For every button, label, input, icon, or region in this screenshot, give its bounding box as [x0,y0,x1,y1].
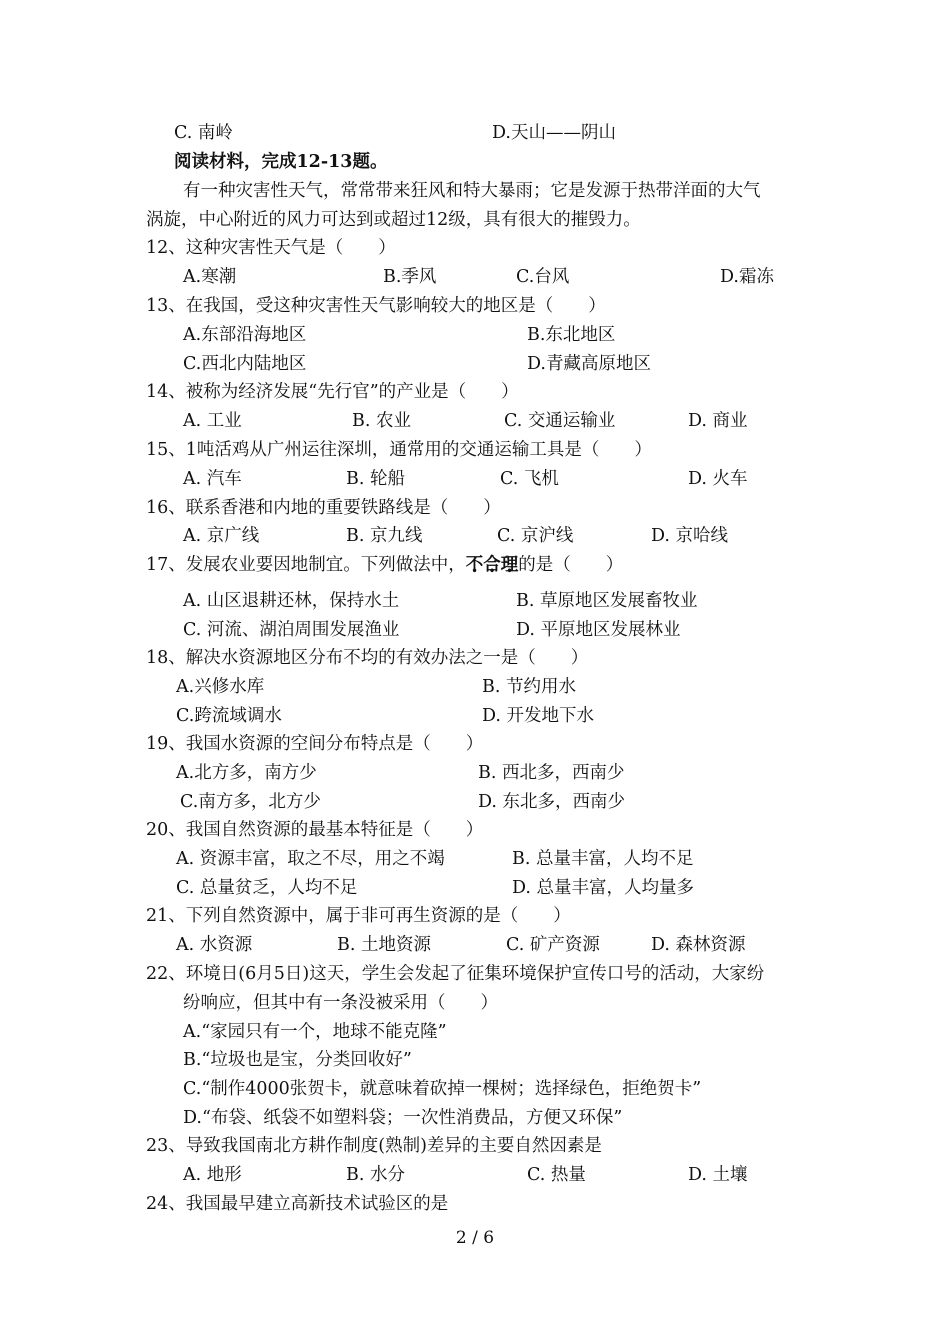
question-21-option-a: A. 水资源 [176,935,253,955]
question-20-option-a: A. 资源丰富，取之不尽，用之不竭 [176,849,445,869]
question-20-stem: 20、我国自然资源的最基本特征是（ ） [146,820,484,840]
question-19-stem: 19、我国水资源的空间分布特点是（ ） [146,734,484,754]
question-13-option-d: D.青藏高原地区 [527,354,651,374]
question-16-option-a: A. 京广线 [183,526,260,546]
question-22-option-c: C.“制作4000张贺卡，就意味着砍掉一棵树；选择绿色，拒绝贺卡” [183,1079,702,1099]
question-12-option-d: D.霜冻 [720,267,774,287]
reading-line-1: 有一种灾害性天气，常常带来狂风和特大暴雨；它是发源于热带洋面的大气 [183,181,761,201]
question-17-stem [146,553,623,577]
question-13-option-a: A.东部沿海地区 [183,325,307,345]
question-15-option-b: B. 轮船 [346,469,405,489]
question-22-stem-line-2: 纷响应，但其中有一条没被采用（ ） [183,993,498,1013]
reading-heading: 阅读材料，完成12-13题。 [174,152,388,172]
question-24-stem: 24、我国最早建立高新技术试验区的是 [146,1194,449,1214]
question-22-option-b: B.“垃圾也是宝，分类回收好” [183,1050,412,1070]
question-19-option-c: C.南方多，北方少 [180,792,321,812]
emphasis-char: 理 [500,555,519,575]
question-14-option-b: B. 农业 [352,411,411,431]
question-22-option-d: D.“布袋、纸袋不如塑料袋；一次性消费品，方便又环保” [183,1108,623,1128]
question-21-option-b: B. 土地资源 [337,935,431,955]
prev-option-c: C. 南岭 [174,123,233,143]
question-17-emphasis [466,555,519,575]
question-16-option-b: B. 京九线 [346,526,423,546]
question-16-option-d: D. 京哈线 [651,526,729,546]
question-17-stem-pre: 17、发展农业要因地制宜。下列做法中， [146,555,466,575]
question-18-stem: 18、解决水资源地区分布不均的有效办法之一是（ ） [146,648,589,668]
question-17-option-b: B. 草原地区发展畜牧业 [516,591,698,611]
question-23-option-d: D. 土壤 [688,1165,748,1185]
page-number: 2 / 6 [455,1228,495,1248]
question-16-option-c: C. 京沪线 [497,526,574,546]
question-22-option-a: A.“家园只有一个，地球不能克隆” [183,1022,447,1042]
question-21-stem: 21、下列自然资源中，属于非可再生资源的是（ ） [146,906,571,926]
question-14-option-c: C. 交通运输业 [504,411,616,431]
question-23-option-c: C. 热量 [527,1165,586,1185]
question-18-option-c: C.跨流域调水 [176,706,282,726]
question-21-option-d: D. 森林资源 [651,935,746,955]
question-19-option-a: A.北方多，南方少 [176,763,317,783]
question-18-option-d: D. 开发地下水 [482,706,595,726]
prev-option-d: D.天山——阴山 [492,123,616,143]
question-13-option-b: B.东北地区 [527,325,616,345]
reading-line-2: 涡旋，中心附近的风力可达到或超过12级，具有很大的摧毁力。 [146,210,641,230]
question-20-option-b: B. 总量丰富，人均不足 [512,849,694,869]
emph-wrap [466,555,519,575]
question-12-option-a: A.寒潮 [183,267,237,287]
question-17-option-c: C. 河流、湖泊周围发展渔业 [183,620,400,640]
question-14-stem: 14、被称为经济发展“先行官”的产业是（ ） [146,382,519,402]
question-20-option-d: D. 总量丰富，人均量多 [512,878,695,898]
question-12-stem: 12、这种灾害性天气是（ ） [146,238,396,258]
question-21-option-c: C. 矿产资源 [506,935,600,955]
question-18-option-a: A.兴修水库 [176,677,265,697]
question-15-option-a: A. 汽车 [183,469,242,489]
question-12-option-c: C.台风 [516,267,570,287]
question-17-option-a: A. 山区退耕还林，保持水土 [183,591,400,611]
emphasis-char: 合 [483,555,501,575]
question-19-option-d: D. 东北多，西南少 [478,792,626,812]
question-13-option-c: C.西北内陆地区 [183,354,307,374]
question-14-option-a: A. 工业 [183,411,242,431]
question-19-option-b: B. 西北多，西南少 [478,763,625,783]
question-16-stem: 16、联系香港和内地的重要铁路线是（ ） [146,498,501,518]
question-23-stem: 23、导致我国南北方耕作制度(熟制)差异的主要自然因素是 [146,1136,602,1156]
question-23-option-a: A. 地形 [183,1165,242,1185]
question-17-option-d: D. 平原地区发展林业 [516,620,681,640]
question-22-stem-line-1: 22、环境日(6月5日)这天，学生会发起了征集环境保护宣传口号的活动，大家纷 [146,964,765,984]
question-23-option-b: B. 水分 [346,1165,405,1185]
question-15-stem: 15、1吨活鸡从广州运往深圳，通常用的交通运输工具是（ ） [146,440,652,460]
question-14-option-d: D. 商业 [688,411,748,431]
question-12-option-b: B.季风 [383,267,437,287]
question-20-option-c: C. 总量贫乏，人均不足 [176,878,358,898]
question-17-stem-post: 的是（ ） [518,555,624,575]
question-18-option-b: B. 节约用水 [482,677,576,697]
question-15-option-d: D. 火车 [688,469,748,489]
emphasis-char: 不 [465,555,484,575]
question-13-stem: 13、在我国，受这种灾害性天气影响较大的地区是（ ） [146,296,606,316]
question-15-option-c: C. 飞机 [500,469,559,489]
